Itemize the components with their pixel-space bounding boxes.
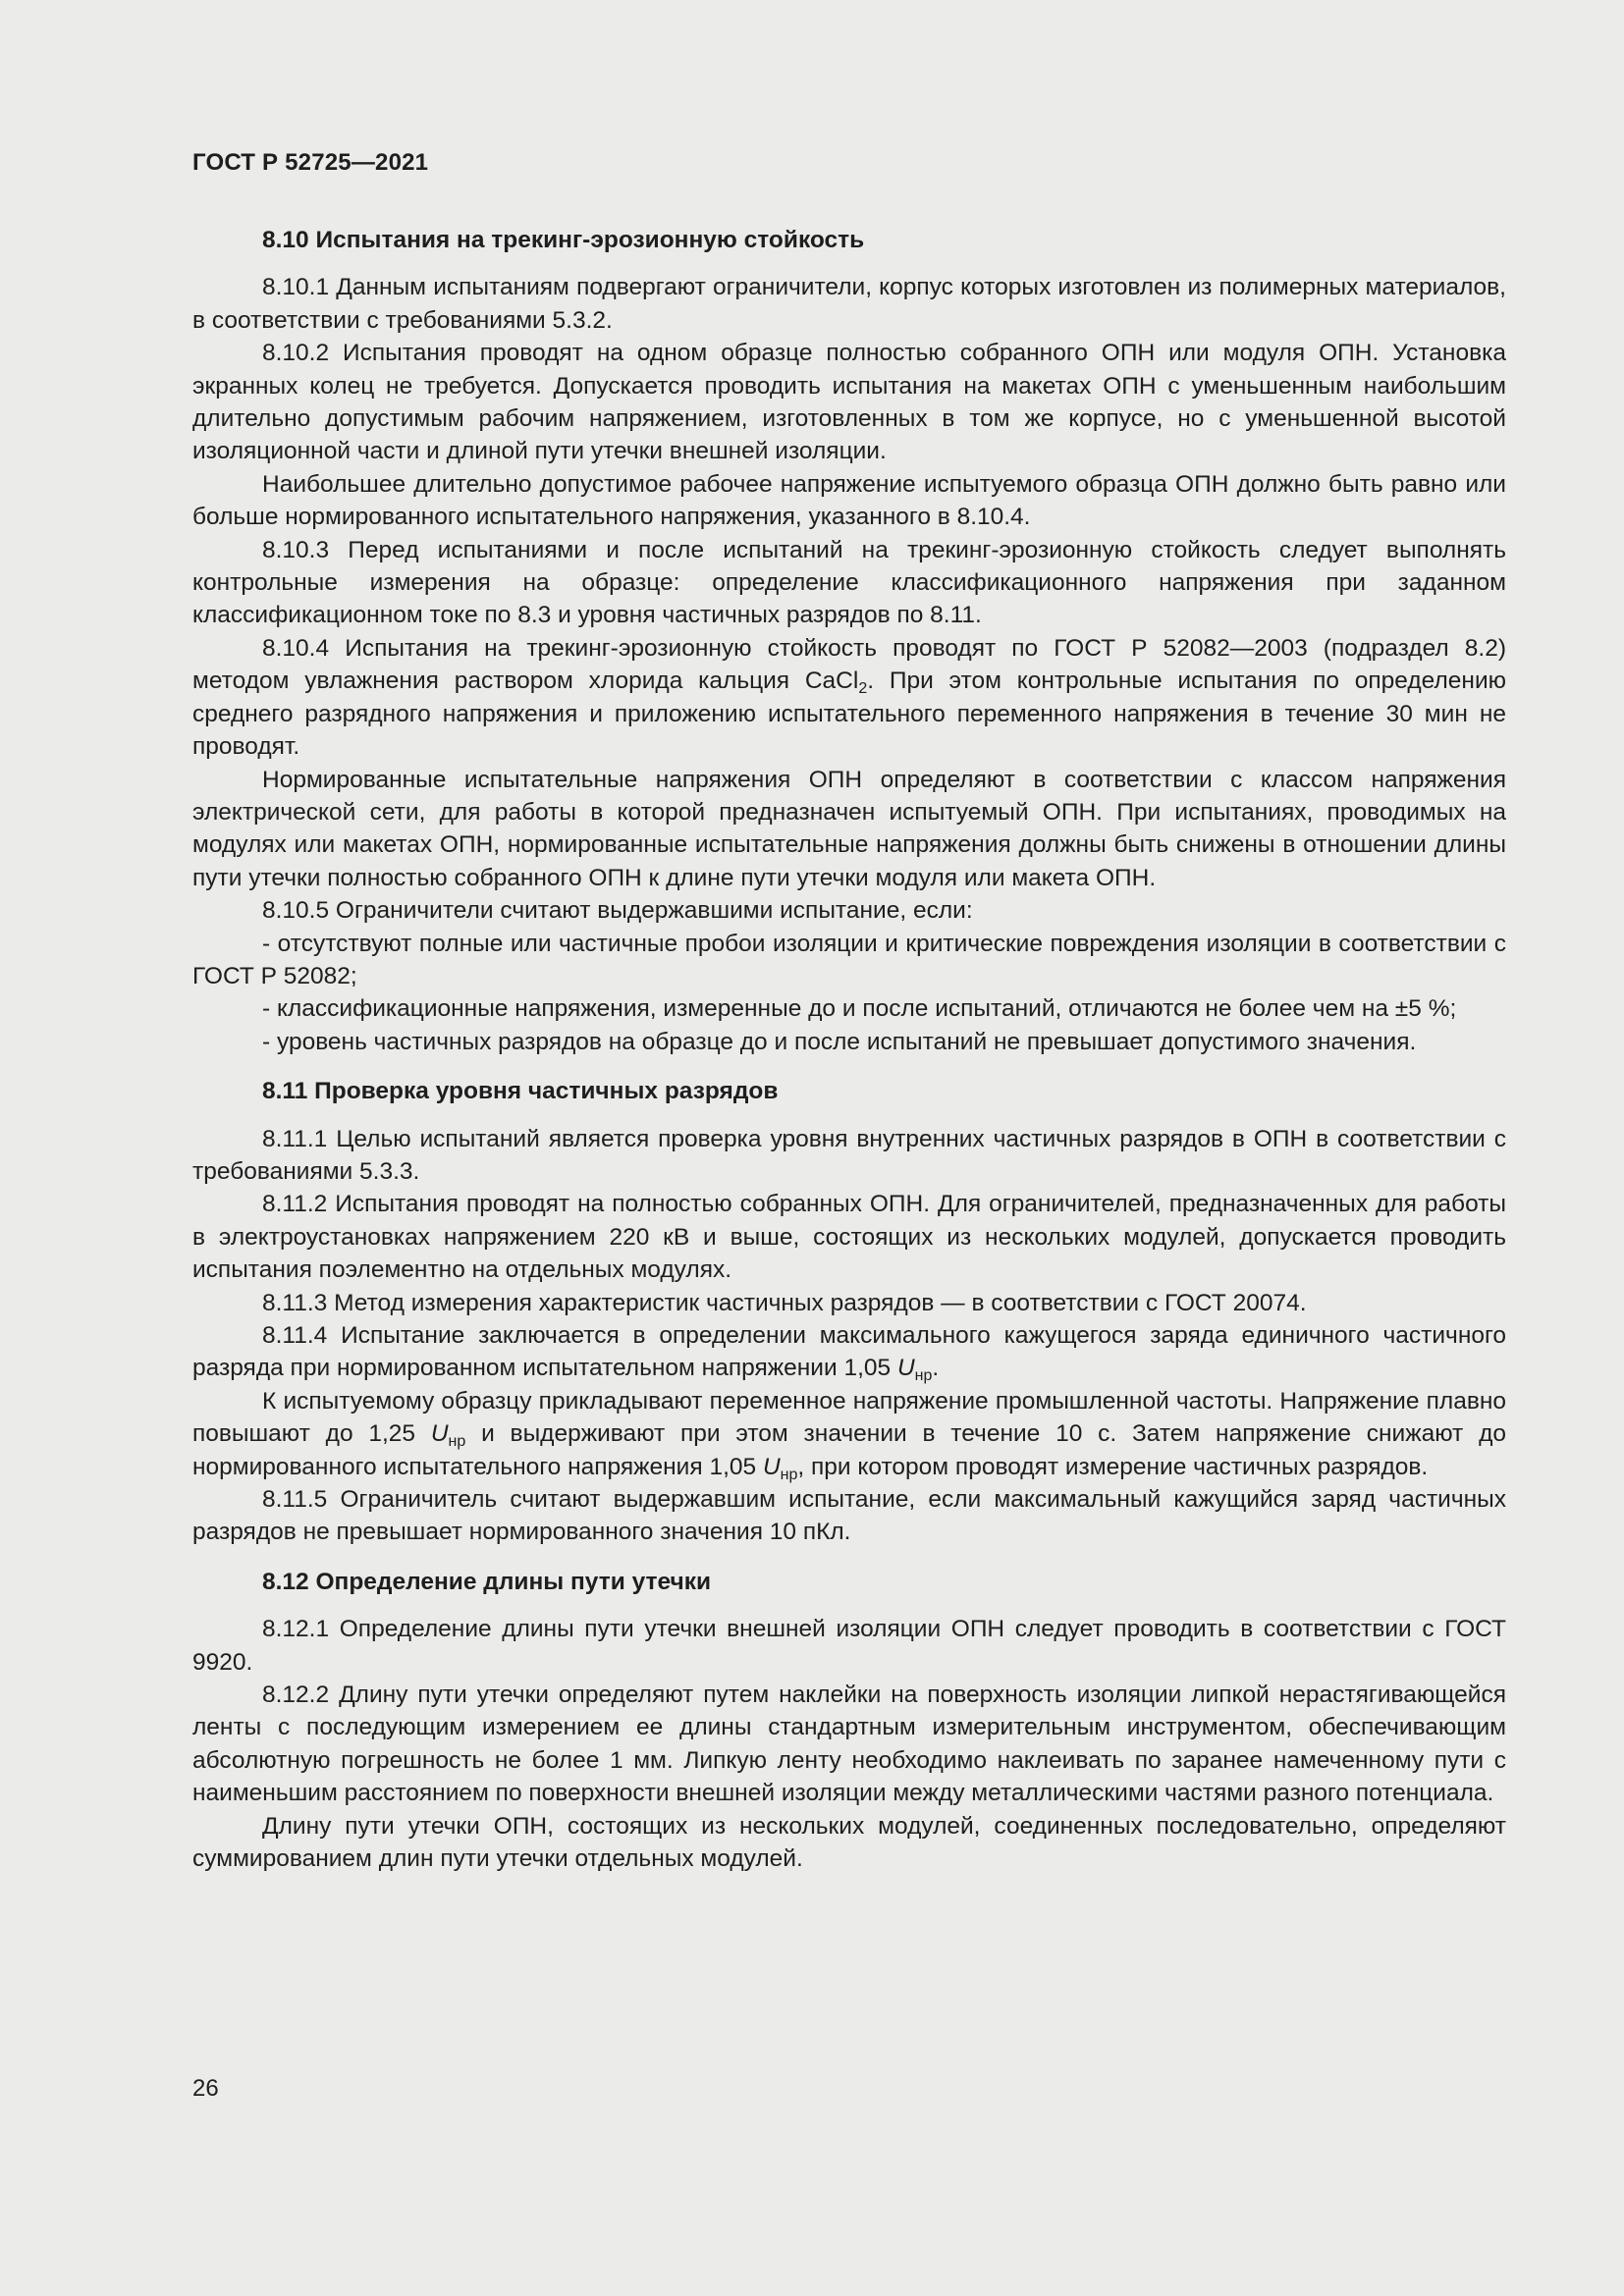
paragraph: 8.12.2 Длину пути утечки определяют путем наклейки на поверхность изоляции липкой нерастягивающейся ленты с последующим измерением ее длины стандартным измерительным инструментом, обеспечивающим абсолютную погрешность не более 1 мм. Липкую ленту необходимо наклеивать по заранее намеченному пути с наименьшим расстоянием по поверхности внешней изоляции между металлическими частями разного потенциала. bbox=[192, 1682, 1506, 1807]
paragraph: 8.10.5 Ограничители считают выдержавшими испытание, если: bbox=[262, 897, 973, 925]
paragraph bbox=[192, 1319, 1506, 1385]
paragraph: 8.10.3 Перед испытаниями и после испытаний на трекинг-эрозионную стойкость следует выполнять контрольные измерения на образце: определение классификационного напряжения при заданном классификационном токе по 8.3 и уровня частичных разрядов по 8.11. bbox=[192, 536, 1506, 629]
list-item: - классификационные напряжения, измеренные до и после испытаний, отличаются не более чем на ±5 %; bbox=[262, 995, 1457, 1023]
page-number: 26 bbox=[192, 2075, 219, 2102]
document-header: ГОСТ Р 52725—2021 bbox=[192, 149, 429, 176]
paragraph: 8.11.3 Метод измерения характеристик частичных разрядов — в соответствии с ГОСТ 20074. bbox=[262, 1289, 1307, 1316]
text-run: и выдерживают при этом значении в течение 10 с. Затем напряжение снижают до нормированного испытательного напряжения 1,05 bbox=[192, 1420, 1506, 1480]
subscript: нр bbox=[448, 1433, 466, 1451]
subscript: 2 bbox=[858, 680, 868, 698]
subscript: нр bbox=[780, 1466, 798, 1483]
paragraph bbox=[192, 1385, 1506, 1483]
paragraph: Наибольшее длительно допустимое рабочее напряжение испытуемого образца ОПН должно быть равно или больше нормированного испытательного напряжения, указанного в 8.10.4. bbox=[192, 470, 1506, 531]
text-run: . При этом контрольные испытания по определению среднего разрядного напряжения и приложению испытательного переменного напряжения в течение 30 мин не проводят. bbox=[192, 667, 1506, 761]
subscript: нр bbox=[914, 1367, 933, 1385]
variable: U bbox=[762, 1453, 781, 1480]
paragraph bbox=[192, 632, 1506, 764]
list-item: - отсутствуют полные или частичные пробои изоляции и критические повреждения изоляции в соответствии с ГОСТ Р 52082; bbox=[192, 930, 1506, 989]
text-run: К испытуемому образцу прикладывают переменное напряжение промышленной частоты. Напряжение плавно повышают до 1,25 bbox=[192, 1387, 1506, 1448]
paragraph: 8.12.1 Определение длины пути утечки внешней изоляции ОПН следует проводить в соответствии с ГОСТ 9920. bbox=[192, 1616, 1506, 1676]
variable: U bbox=[896, 1355, 915, 1382]
paragraph: Нормированные испытательные напряжения ОПН определяют в соответствии с классом напряжения электрической сети, для работы в которой предназначен испытуемый ОПН. При испытаниях, проводимых на модулях или макетах ОПН, нормированные испытательные напряжения должны быть снижены в отношении длины пути утечки полностью собранного ОПН к длине пути утечки модуля или макета ОПН. bbox=[192, 766, 1506, 891]
section-heading: 8.10 Испытания на трекинг-эрозионную стойкость bbox=[262, 227, 865, 253]
text-run: . bbox=[932, 1355, 940, 1382]
paragraph: Длину пути утечки ОПН, состоящих из нескольких модулей, соединенных последовательно, определяют суммированием длин пути утечки отдельных модулей. bbox=[192, 1812, 1506, 1873]
list-item: - уровень частичных разрядов на образце до и после испытаний не превышает допустимого значения. bbox=[262, 1028, 1417, 1055]
paragraph: 8.10.1 Данным испытаниям подвергают ограничители, корпус которых изготовлен из полимерных материалов, в соответствии с требованиями 5.3.2. bbox=[192, 274, 1506, 334]
paragraph: 8.10.2 Испытания проводят на одном образце полностью собранного ОПН или модуля ОПН. Установка экранных колец не требуется. Допускается проводить испытания на макетах ОПН с уменьшенным наибольшим длительно допустимым рабочим напряжением, изготовленных в том же корпусе, но с уменьшенной высотой изоляционной части и длиной пути утечки внешней изоляции. bbox=[192, 340, 1506, 465]
text-run: 8.10.4 Испытания на трекинг-эрозионную стойкость проводят по ГОСТ Р 52082—2003 (подраздел 8.2) методом увлажнения раствором хлорида кальция CaCl bbox=[192, 634, 1506, 695]
text-run: 8.11.4 Испытание заключается в определении максимального кажущегося заряда единичного частичного разряда при нормированном испытательном напряжении 1,05 bbox=[192, 1322, 1506, 1382]
text-run: , при котором проводят измерение частичных разрядов. bbox=[797, 1453, 1429, 1480]
section-heading: 8.11 Проверка уровня частичных разрядов bbox=[262, 1078, 779, 1105]
section-heading: 8.12 Определение длины пути утечки bbox=[262, 1568, 712, 1595]
paragraph: 8.11.2 Испытания проводят на полностью собранных ОПН. Для ограничителей, предназначенных для работы в электроустановках напряжением 220 кВ и выше, состоящих из нескольких модулей, допускается проводить испытания поэлементно на отдельных модулях. bbox=[192, 1191, 1506, 1284]
page-body bbox=[192, 224, 1506, 1876]
paragraph: 8.11.1 Целью испытаний является проверка уровня внутренних частичных разрядов в ОПН в соответствии с требованиями 5.3.3. bbox=[192, 1125, 1506, 1185]
paragraph: 8.11.5 Ограничитель считают выдержавшим испытание, если максимальный кажущийся заряд частичных разрядов не превышает нормированного значения 10 пКл. bbox=[192, 1486, 1506, 1546]
variable: U bbox=[430, 1420, 449, 1448]
